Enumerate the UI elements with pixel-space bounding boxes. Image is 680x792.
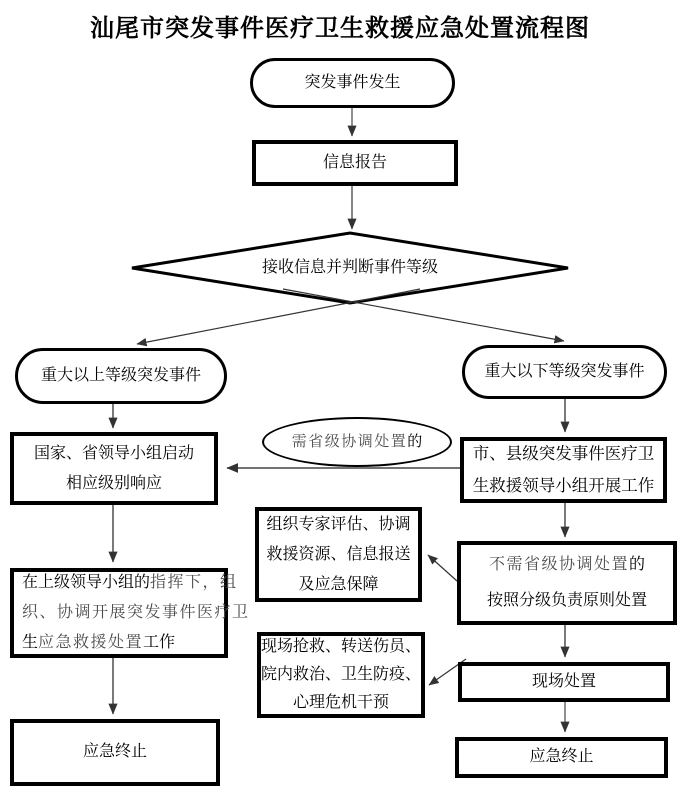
node-onsite-dispose-label: 现场处置	[531, 672, 596, 690]
under-leader-s4: 生	[22, 634, 39, 651]
node-end-left	[10, 719, 220, 786]
node-under-leader-line3	[22, 628, 175, 658]
node-organize-line3: 及应急保障	[298, 575, 379, 593]
node-judge	[200, 252, 500, 284]
node-need-prov	[262, 417, 452, 467]
edge-judge-major-above	[137, 289, 420, 344]
edge-noneed-organize	[428, 555, 457, 581]
node-major-below	[462, 345, 667, 399]
node-city-county-line2: 生救援领导小组开展工作	[472, 477, 655, 495]
node-need-prov-label	[292, 430, 423, 454]
node-end-right	[455, 737, 668, 778]
node-onsite-rescue	[257, 632, 425, 718]
node-national-line1: 国家、省领导小组启动	[33, 444, 194, 462]
node-city-county	[460, 437, 667, 503]
node-onsite-rescue-line2: 院内救治、卫生防疫、	[261, 666, 422, 683]
no-need-light: 不需省级协调处置	[488, 556, 629, 573]
page-title: 汕尾市突发事件医疗卫生救援应急处置流程图	[90, 15, 590, 42]
node-report	[252, 140, 458, 186]
node-no-need-line2: 按照分级负责原则处置	[486, 592, 647, 609]
node-under-leader	[10, 568, 250, 658]
node-under-leader-line2: 织、协调开展突发事件医疗卫	[22, 604, 250, 621]
node-national	[10, 432, 218, 505]
node-onsite-rescue-line1: 现场抢救、转送伤员、	[261, 638, 422, 655]
node-onsite-rescue-line3: 心理危机干预	[292, 694, 389, 711]
node-start-label: 突发事件发生	[304, 73, 401, 91]
node-city-county-line1: 市、县级突发事件医疗卫	[472, 445, 655, 463]
node-major-above	[15, 348, 227, 404]
node-onsite-dispose	[458, 662, 670, 702]
under-leader-s2: 指挥下，组	[150, 574, 238, 591]
node-national-line2: 相应级别响应	[65, 474, 162, 492]
under-leader-s6: 工作	[143, 634, 176, 651]
need-prov-dark: 的	[407, 432, 423, 450]
node-no-need	[457, 541, 677, 625]
node-major-above-label: 重大以上等级突发事件	[40, 366, 201, 384]
need-prov-light: 需省级协调处置	[291, 433, 408, 450]
node-under-leader-line1	[22, 568, 238, 598]
node-organize-line2: 救援资源、信息报送	[266, 545, 411, 563]
node-judge-label: 接收信息并判断事件等级	[261, 258, 438, 276]
under-leader-s5: 应急救援处置	[38, 634, 144, 651]
node-major-below-label: 重大以下等级突发事件	[484, 362, 645, 380]
node-report-label: 信息报告	[322, 153, 387, 171]
node-end-left-label: 应急终止	[82, 743, 147, 761]
no-need-dark: 的	[629, 556, 646, 573]
node-no-need-line1	[489, 547, 645, 583]
node-end-right-label: 应急终止	[529, 748, 594, 766]
node-organize-line1: 组织专家评估、协调	[266, 515, 411, 533]
edge-judge-major-below	[283, 289, 564, 341]
under-leader-s1: 在上级领导小组的	[22, 574, 151, 591]
node-start	[250, 58, 455, 108]
node-organize	[255, 507, 422, 602]
